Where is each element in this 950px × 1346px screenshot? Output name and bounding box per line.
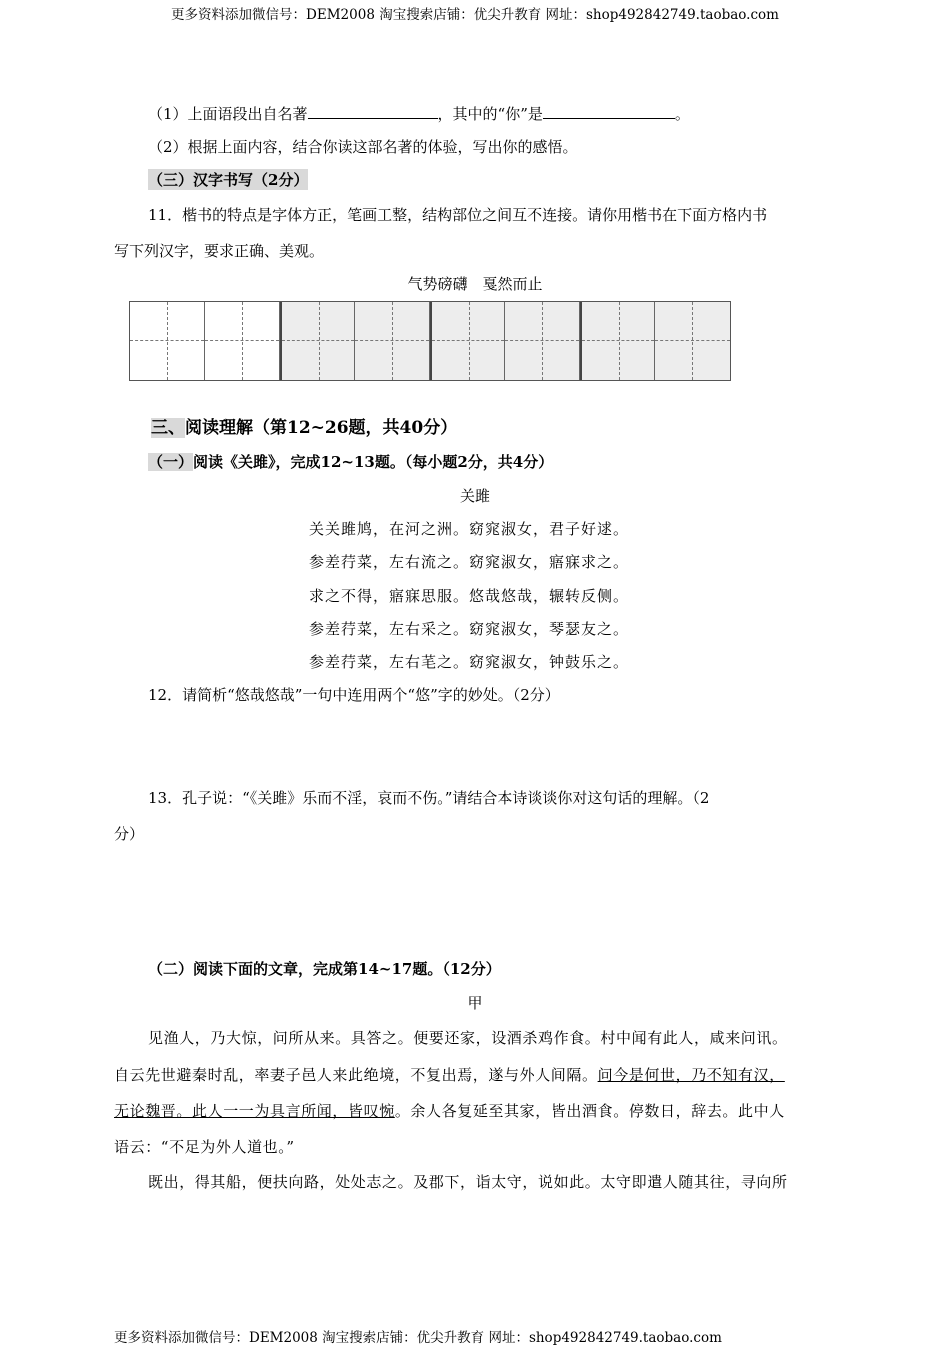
- poem-line: 参差荇菜，左右芼之。窈窕淑女，钟鼓乐之。: [309, 653, 630, 671]
- part3-rest: 阅读理解（第12~26题，共40分）: [185, 418, 458, 438]
- grid-cell[interactable]: [430, 302, 505, 380]
- grid-cell[interactable]: [580, 302, 655, 380]
- page-header: 更多资料添加微信号：DEM2008 淘宝搜索店铺：优尖升教育 网址：shop492842749.taobao.com: [171, 7, 779, 23]
- grid-cell[interactable]: [655, 302, 730, 380]
- poem-line: 求之不得，寤寐思服。悠哉悠哉，辗转反侧。: [309, 587, 630, 605]
- grid-cell[interactable]: [280, 302, 355, 380]
- question-sub1: [148, 103, 690, 124]
- question-sub1-text-b: ，其中的“你”是: [437, 105, 543, 123]
- passage-text: 。余人各复延至其家，皆出酒食。停数日，辞去。此中人: [394, 1102, 785, 1120]
- part3-label: 三、: [151, 418, 185, 438]
- question-sub2: （2）根据上面内容，结合你读这部名著的体验，写出你的感悟。: [148, 138, 578, 156]
- question-13-line2: 分）: [114, 825, 145, 843]
- question-11-line1: 11．楷书的特点是字体方正，笔画工整，结构部位之间互不连接。请你用楷书在下面方格内书: [148, 206, 768, 224]
- question-sub1-text-a: （1）上面语段出自名著: [148, 105, 308, 123]
- grid-cell[interactable]: [205, 302, 280, 380]
- question-12: 12．请简析“悠哉悠哉”一句中连用两个“悠”字的妙处。（2分）: [148, 686, 560, 704]
- poem-line: 参差荇菜，左右流之。窈窕淑女，寤寐求之。: [309, 553, 630, 571]
- answer-blank-book[interactable]: [308, 104, 438, 119]
- poem-line: 关关雎鸠，在河之洲。窈窕淑女，君子好逑。: [309, 520, 630, 538]
- question-11-line2: 写下列汉字，要求正确、美观。: [114, 242, 325, 260]
- passage-line: 语云：“不足为外人道也。”: [114, 1138, 295, 1156]
- answer-blank-you[interactable]: [543, 104, 675, 119]
- passage-text: 自云先世避秦时乱，率妻子邑人来此绝境，不复出焉，遂与外人间隔。: [114, 1066, 598, 1084]
- grid-cell[interactable]: [505, 302, 580, 380]
- sub1-rest: 阅读《关雎》，完成12~13题。（每小题2分，共4分）: [193, 453, 554, 471]
- question-13-line1: 13．孔子说：“《关雎》乐而不淫，哀而不伤。”请结合本诗谈谈你对这句话的理解。（2: [148, 789, 710, 807]
- underlined-sentence: 问今是何世，乃不知有汉，: [597, 1066, 785, 1084]
- passage-jia-label: 甲: [467, 994, 483, 1012]
- section-handwriting-title: （三）汉字书写（2分）: [148, 171, 309, 189]
- grid-cell[interactable]: [130, 302, 205, 380]
- question-11-words: 气势磅礴 戛然而止: [407, 275, 543, 293]
- passage-line: 既出，得其船，便扶向路，处处志之。及郡下，诣太守，说如此。太守即遣人随其往，寻向所: [148, 1173, 788, 1191]
- page-footer: 更多资料添加微信号：DEM2008 淘宝搜索店铺：优尖升教育 网址：shop492842749.taobao.com: [114, 1330, 722, 1346]
- poem-title: 关雎: [459, 487, 490, 505]
- sub1-label: （一）: [148, 453, 194, 471]
- poem-line: 参差荇菜，左右采之。窈窕淑女，琴瑟友之。: [309, 620, 630, 638]
- passage-line: [114, 1064, 785, 1085]
- passage-line: 见渔人，乃大惊，问所从来。具答之。便要还家，设酒杀鸡作食。村中闻有此人，咸来问讯。: [148, 1029, 788, 1047]
- underlined-sentence: 无论魏晋。此人一一为具言所闻，皆叹惋: [114, 1102, 395, 1120]
- sub2-title: （二）阅读下面的文章，完成第14~17题。（12分）: [148, 960, 501, 978]
- part3-title: [151, 413, 457, 438]
- grid-cell[interactable]: [355, 302, 430, 380]
- passage-line: [114, 1100, 785, 1121]
- writing-grid[interactable]: [129, 301, 731, 381]
- sub1-title: [148, 451, 553, 472]
- question-sub1-text-c: 。: [674, 105, 690, 123]
